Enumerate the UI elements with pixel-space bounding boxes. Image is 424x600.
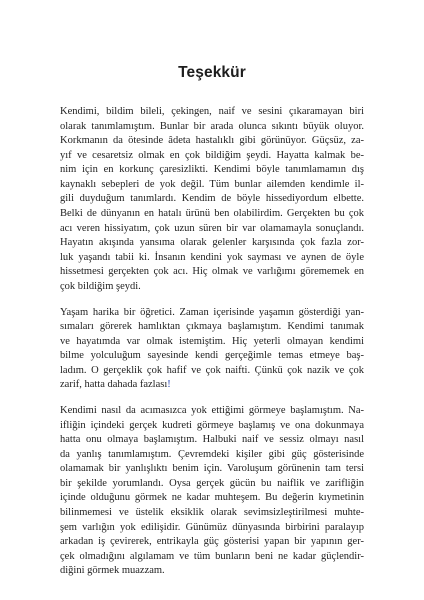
text-line: hatta onu olmaya başlamıştım. Halbuki naif ve sessiz olmayı nasıl	[60, 434, 364, 446]
text-line: gili duyduğum tanımlardı. Kendim de böyle hissediyordum elbette.	[60, 193, 364, 205]
text-line: nim için en korkunç çaresizlikti. Kendimi böyle tanımlamamın dış	[60, 164, 364, 176]
text-line: ifliğin içindeki gerçek kudreti görmeye başlamış ve ona dokunmaya	[60, 419, 364, 431]
text-line: ladım. O gerçeklik çok hafif ve çok naifti. Çünkü çok nazik ve çok	[60, 364, 364, 376]
text-line: çok bildiğim şeydi.	[60, 280, 141, 292]
paragraph-2	[60, 306, 364, 393]
text-line: diğini görmek muazzam.	[60, 565, 165, 577]
text-line: çek olmadığını algılamam ve tüm bunların beni ne kadar güçlendir-	[60, 550, 364, 562]
text-line: ve hayatımda var olmak istemiştim. Hiç yeterli olmayan kendimi	[60, 335, 364, 347]
text-line: Belki de dünyanın en hatalı ürünü ben olabilirdim. Gerçekten bu çok	[60, 208, 364, 220]
text-line: içinde olduğunu görmek ne kadar muhteşem. Bu değerin kıymetinin	[60, 492, 364, 504]
text-line: da yanlış tanımlamıştım. Çevremdeki kişiler gibi güç gösterisinde	[60, 448, 364, 460]
text-line: Korkmanın da ötesinde âdeta hastalıklı gibi görünüyor. Güçsüz, za-	[60, 135, 364, 147]
text-line: luk yaşandı tabii ki. İnsanın kendini yok sayması ve aynen de öyle	[60, 251, 364, 263]
text-line: arkadan iş çevirerek, entrikayla güç gösterisi yapan bir yapının ger-	[60, 536, 364, 548]
text-line: bilme yolculuğum sayesinde kendi gerçeğimle temas etmeye baş-	[60, 350, 364, 362]
text-line: Yaşam harika bir öğretici. Zaman içerisinde yaşamın gösterdiği yan-	[60, 306, 364, 318]
page-title: Teşekkür	[178, 64, 246, 81]
text-line: bilinmemesi ve üstelik eksiklik olarak sevimsizleştirilmesi muhte-	[60, 507, 364, 519]
text-line: bir şekilde yorumlandı. Oysa gerçek gücün bu naiflik ve zarifliğin	[60, 477, 364, 489]
text-line: şem varlığın yok edilişidir. Günümüz dünyasında birbirini paralayıp	[60, 521, 364, 533]
text-line: olamamak bir yanlışlıktı benim için. Varoluşum görünenin tam tersi	[60, 463, 364, 475]
text-line: Kendimi nasıl da acımasızca yok ettiğimi görmeye başlamıştım. Na-	[60, 404, 364, 416]
text-line: hissetmesi gerçekten çok acı. Hiç olmak ve varlığımı görememek en	[60, 266, 364, 278]
text-line: acı veren hissiyatım, çok uzun süren bir var olamamayla sonuçlandı.	[60, 222, 364, 234]
paragraph-1	[60, 105, 364, 295]
text-line: zarif, hatta dahada fazlası!	[60, 379, 171, 391]
text-line: sımaları görerek hamlıktan çıkmaya başlamıştım. Kendimi tanımak	[60, 321, 364, 333]
text-line: Kendimi, bildim bileli, çekingen, naif ve sesini çıkaramayan biri	[60, 106, 364, 117]
exclamation-mark: !	[167, 379, 171, 391]
text-line: olarak tanımlamıştım. Bunlar bir arada olunca sıkıntı büyük oluyor.	[60, 120, 364, 132]
paragraph-3	[60, 404, 364, 579]
text-line: yıf ve cesaretsiz olmak en çok bildiğim şeydi. Hayatta kalmak be-	[60, 149, 364, 161]
text-line: kaynaklı sebepleri de yok değil. Tüm bunlar ailemden kendimle il-	[60, 178, 364, 190]
text-line: Hayatın akışında yansıma olarak gelenler karşısında çok fazla zor-	[60, 237, 364, 249]
page-body	[60, 105, 364, 579]
